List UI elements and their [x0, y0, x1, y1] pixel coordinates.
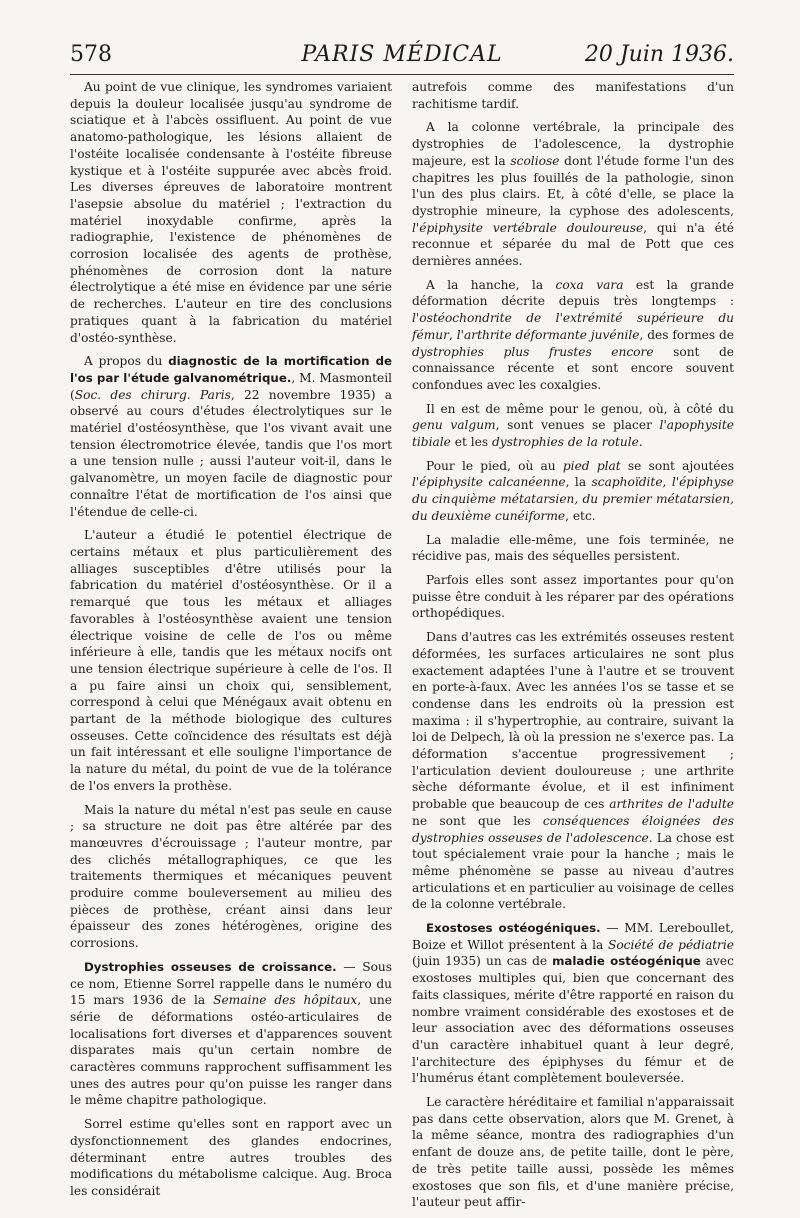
emphasis: scaphoïdite: [591, 475, 663, 490]
emphasis: dystrophies de la rotule: [491, 435, 639, 450]
bold-term: maladie ostéogénique: [552, 954, 701, 969]
emphasis: l'ostéochondrite de l'extrémité supérieure du fémur: [412, 311, 734, 342]
paragraph: [412, 629, 734, 913]
emphasis: l'arthrite déformante juvénile: [456, 327, 640, 342]
text-run: , sont venues se placer: [495, 418, 660, 433]
text-run: A la hanche, la: [426, 277, 556, 292]
text-run: ,: [662, 475, 672, 490]
paragraph: Mais la nature du métal n'est pas seule en cause ; sa structure ne doit pas être altérée par des manœuvres d'écrouissage ; l'auteur montre, par des clichés métallographiques, ce que les traitements thermiques et mécaniques peuvent produire comme bouleversement au milieu des pièces de prothèse, créant ainsi dans leur épaisseur des zones hétérogènes, origine des corrosions.: [70, 802, 392, 951]
text-run: , M. Masmonteil (: [70, 370, 393, 402]
left-column: [70, 79, 392, 1207]
text-run: se sont ajoutées: [620, 458, 734, 473]
emphasis: l'épiphysite calcanéenne: [412, 475, 566, 490]
text-run: Il en est de même pour le genou, où, à côté du: [426, 401, 734, 416]
paragraph: L'auteur a étudié le potentiel électrique de certains métaux et plus particulièrement des alliages susceptibles d'être utilisés pour la fabrication du matériel d'ostéosynthèse. Or il a remarqué que tous les métaux et alliages favorables à l'ostéosynthèse avaient une tension électrique voisine de celle de l'os ou même inférieure à elle, tandis que les métaux nocifs ont une tension électrique supérieure à celle de l'os. Il a pu faire ainsi un choix qui, sensiblement, correspond à celui que Ménégaux avait obtenu en partant de la méthode biologique des cultures osseuses. Cette coïncidence des résultats est déjà un fait intéressant et elle souligne l'importance de la nature du métal, du point de vue de la tolérance de l'os envers la prothèse.: [70, 528, 392, 793]
emphasis: l'apophysite tibiale: [412, 418, 734, 450]
paragraph: Le caractère héréditaire et familial n'apparaissait pas dans cette observation, alors que M. Grenet, à la même séance, montra des radiographies d'un enfant de douze ans, de petite taille, dont le père, de très petite taille aussi, possède les mêmes exostoses que son fils, et d'une manière précise, l'auteur peut affir-: [412, 1095, 734, 1210]
paragraph: [70, 353, 392, 520]
section-heading: Exostoses ostéogéniques.: [426, 921, 601, 936]
text-run: avec exostoses multiples qui, bien que concernant des faits classiques, mérite d'être rapporté en raison du nombre vraiment considérable des exostoses et de leur association avec des déformations osseuses d'un caractère inhabituel quant à leur degré, l'architecture des épiphyses du fémur et de l'humérus étant complètement bouleversée.: [412, 954, 734, 1086]
text-run: sont de connaissance récente et sont encore souvent confondues avec les coxalgies.: [412, 344, 734, 392]
emphasis: pied plat: [562, 458, 621, 473]
paragraph: Sorrel estime qu'elles sont en rapport avec un dysfonctionnement des glandes endocrines, déterminant entre autres troubles des modifications du métabolisme calcique. Aug. Broca les considérait: [70, 1117, 392, 1198]
text-run: .: [638, 435, 643, 450]
text-run: , qui n'a été reconnue et séparée du mal de Pott que ces dernières années.: [412, 220, 734, 269]
text-run: Pour le pied, où au: [426, 458, 563, 473]
paragraph: [70, 959, 392, 1109]
text-run: , la: [565, 475, 592, 490]
paragraph: [412, 401, 734, 451]
text-run: — Sous ce nom, Etienne Sorrel rappelle dans le numéro du 15 mars 1936 de la: [70, 959, 393, 1008]
text-run: ,: [448, 327, 457, 342]
emphasis: scoliose: [510, 153, 560, 168]
paragraph: [412, 277, 734, 394]
reference: Société de pédiatrie: [607, 937, 734, 952]
running-header: [70, 40, 734, 75]
text-run: Dans d'autres cas les extrémités osseuses restent déformées, les surfaces articulaires ne sont plus exactement adaptées l'une à l'autre et se trouvent en porte-à-faux. Avec les années l'os se tasse et se condense dans les endroits où la pression est maxima : il s'hypertrophie, au contraire, suivant la loi de Delpech, là où la pression ne s'exerce pas. La déformation s'accentue progressivement ; l'articulation devient douloureuse ; une arthrite sèche déformante évolue, et il est infiniment probable que beaucoup de ces: [412, 630, 734, 812]
section-heading: Dystrophies osseuses de croissance.: [84, 959, 337, 974]
text-run: A propos du: [84, 354, 163, 369]
emphasis: conséquences éloignées des dystrophies osseuses de l'adolescence: [412, 813, 734, 845]
emphasis: genu valgum: [412, 418, 496, 433]
emphasis: coxa vara: [555, 277, 624, 292]
text-run: . La chose est tout spécialement vraie pour la hanche ; mais le même phénomène se passe au niveau d'autres articulations et en particulier au voisinage de celles de la colonne vertébrale.: [412, 830, 734, 912]
right-column: [412, 79, 734, 1218]
paragraph: Au point de vue clinique, les syndromes variaient depuis la douleur localisée jusqu'au syndrome de sciatique et à l'abcès ossifluent. Au point de vue anatomo-pathologique, les lésions allaient de l'ostéite localisée condensante à l'ostéite fibreuse kystique et à l'ostéite suppurée avec abcès froid. Les diverses épreuves de laboratoire montrent l'asepsie absolue du matériel ; l'extraction du matériel inoxydable confirme, après la radiographie, l'existence de phénomènes de corrosion localisée des agents de prothèse, phénomènes de corrosion dont la nature électrolytique a été mise en évidence par une série de recherches. L'auteur en tire des conclusions pratiques quant à la fabrication du matériel d'ostéo-synthèse.: [70, 80, 392, 345]
text-run: A la colonne vertébrale, la principale des dystrophies de l'adolescence, la dystrophie majeure, est la: [412, 120, 734, 168]
reference: Semaine des hôpitaux: [213, 993, 358, 1008]
emphasis: arthrites de l'adulte: [609, 797, 734, 812]
text-run: et les: [450, 435, 492, 450]
text-run: est la grande déformation décrite depuis très longtemps :: [412, 277, 735, 309]
emphasis: l'épiphyse du cinquième métatarsien, du premier métatarsien, du deuxième cunéiforme: [412, 475, 734, 523]
paragraph: Parfois elles sont assez importantes pour qu'on puisse être conduit à les réparer par des opérations orthopédiques.: [412, 572, 734, 621]
text-run: , 22 novembre 1935) a observé au cours d'études électrolytiques sur le matériel d'ostéosynthèse, que l'os vivant avait une tension électromotrice élevée, tandis que l'os mort a une tension nulle ; aussi l'auteur voit-il, dans le galvanomètre, un moyen facile de diagnostic pour connaître l'état de mortification de l'os ainsi que l'étendue de celle-ci.: [70, 387, 392, 519]
paragraph: [412, 920, 734, 1087]
paragraph: autrefois comme des manifestations d'un rachitisme tardif.: [412, 80, 734, 111]
text-run: dont l'étude forme l'un des chapitres les plus fouillés de la pathologie, sinon l'un des plus clairs. Et, à côté d'elle, se place la dystrophie mineure, la cyphose des adolescents,: [412, 153, 734, 218]
reference: Soc. des chirurg. Paris: [74, 387, 231, 402]
journal-title: PARIS MÉDICAL: [301, 42, 503, 67]
bold-heading: diagnostic de la mortification de l'os par l'étude galvanométrique.: [70, 354, 393, 385]
text-run: , etc.: [565, 508, 596, 523]
text-run: , une série de déformations ostéo-articulaires de localisations fort diverses et d'apparences souvent disparates mais qu'un certain nombre de caractères communs rapprochent suffisamment les unes des autres pour qu'on puisse les ranger dans le même chapitre pathologique.: [70, 993, 392, 1108]
text-run: — MM. Lereboullet, Boize et Willot présentent à la: [412, 921, 734, 952]
paragraph: [412, 119, 734, 269]
emphasis: l'épiphysite vertébrale douloureuse: [412, 220, 644, 235]
emphasis: dystrophies plus frustes encore: [412, 344, 654, 359]
text-run: (juin 1935) un cas de: [412, 954, 553, 969]
paragraph: [412, 458, 734, 525]
issue-date: 20 Juin 1936.: [584, 42, 734, 67]
page-number: 578: [70, 42, 112, 67]
paragraph: La maladie elle-même, une fois terminée, ne récidive pas, mais des séquelles persistent.: [412, 532, 734, 564]
text-run: ne sont que les: [412, 813, 543, 828]
text-run: , des formes de: [639, 327, 734, 342]
